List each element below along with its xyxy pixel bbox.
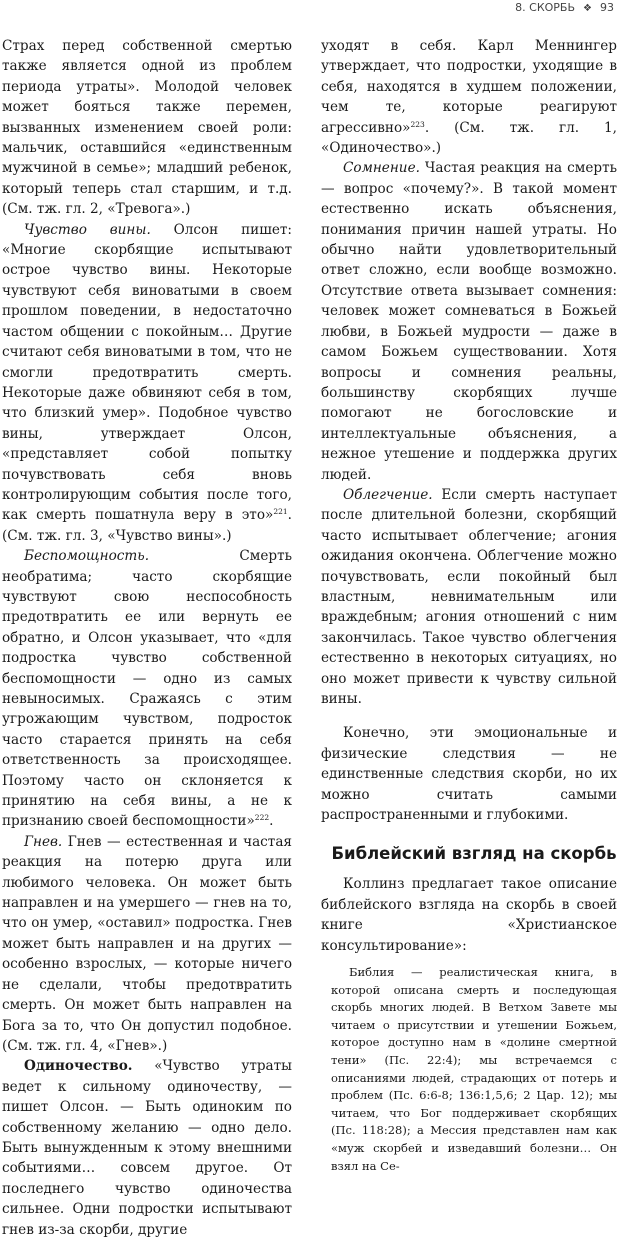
paragraph-doubt: Сомнение. Частая реакция на смерть — вопрос «почему?». В такой момент естественно искать объяснения, понимания причин нашей утраты. Но обычно найти удовлетворительный ответ сложно, если вообще возможно. Отсутствие ответа вызывает сомнения: человек может сомневаться в Божьей любви, в Божьей мудрости — даже в самом Божьем существовании. Хотя вопросы и сомнения реальны, большинству скорбящих лучше помогают не богословские и интеллектуальные объяснения, а нежное утешение и поддержка других людей. bbox=[321, 160, 617, 483]
page-number: 93 bbox=[600, 1, 614, 14]
paragraph-guilt: Чувство вины. Олсон пишет: «Многие скорбящие испытывают острое чувство вины. Некоторые чувствуют себя виноватыми в своем прошлом поведении, в недостаточно частом общении с покойным… Другие считают себя виноватыми в том, что не смогли предотвратить смерть. Некоторые даже обвиняют себя в том, что близкий умер». Подобное чувство вины, утверждает Олсон, «представляет собой попытку почувствовать себя вновь контролирующим события после того, как смерть пошатнула веру в это»$^{221}$. (См. тж. гл. 3, «Чувство вины».) bbox=[2, 221, 292, 544]
paragraph-loneliness: Одиночество. «Чувство утраты ведет к сильному одиночеству, — пишет Олсон. — Быть одиноким по собственному желанию — одно дело. Быть вынужденным к этому внешними событиями… совсем другое. От последнего чувство одиночества сильнее. Одни подростки испытывают гнев из-за скорби, другие bbox=[2, 1058, 292, 1238]
running-header bbox=[0, 0, 614, 22]
loneliness-heading: Одиночество. bbox=[24, 1058, 133, 1075]
chapter-title: 8. СКОРБЬ bbox=[515, 1, 576, 14]
footnote-ref: 223 bbox=[410, 119, 425, 129]
footnote-ref: 222 bbox=[254, 813, 270, 823]
paragraph-loneliness-cont: уходят в себя. Карл Меннингер утверждает, что подростки, уходящие в себя, находятся в худшем положении, чем те, которые реагируют агрессивно»$^{223}$. (См. тж. гл. 1, «Одиночество».) bbox=[321, 38, 617, 157]
diamond-separator-icon: ❖ bbox=[583, 3, 592, 14]
guilt-heading: Чувство вины. bbox=[24, 221, 151, 238]
block-quote bbox=[331, 964, 617, 1175]
paragraph-collins: Коллинз предлагает такое описание библейского взгляда на скорбь в своей книге «Христианское консультирование»: bbox=[321, 876, 617, 954]
right-column bbox=[321, 36, 617, 1175]
footnote-ref: 221 bbox=[273, 507, 288, 517]
paragraph-relief: Облегчение. Если смерть наступает после длительной болезни, скорбящий часто испытывает облегчение; агония ожидания окончена. Облегчение можно почувствовать, если покойный был властным, невнимательным или враждебным; агония отношений с ним закончилась. Такое чувство облегчения естественно в некоторых ситуациях, но оно может привести к чувству сильной вины. bbox=[321, 486, 617, 707]
anger-heading: Гнев. bbox=[24, 833, 63, 850]
paragraph-fear: Страх перед собственной смертью также является одной из проблем периода утраты». Молодой человек может бояться также перемен, вызванных изменением своей роли: мальчик, оставшийся «единственным мужчиной в семье»; младший ребенок, который теперь стал старшим, и т.д. (См. тж. гл. 2, «Тревога».) bbox=[2, 38, 292, 218]
relief-heading: Облегчение. bbox=[343, 486, 433, 503]
paragraph-helplessness: Беспомощность. Смерть необратима; часто скорбящие чувствуют свою неспособность предотвратить ее или вернуть ее обратно, и Олсон указывает, что «для подростка чувство собственной беспомощности — одно из самых невыносимых. Сражаясь с этим угрожающим чувством, подросток часто старается принять на себя ответственность за происходящее. Поэтому часто он склоняется к принятию на себя вины, а не к признанию своей беспомощности»$^{222}$. bbox=[2, 548, 292, 830]
helplessness-heading: Беспомощность. bbox=[24, 548, 150, 565]
doubt-heading: Сомнение. bbox=[343, 160, 420, 177]
paragraph-conclusion: Конечно, эти эмоциональные и физические следствия — не единственные следствия скорби, но их можно считать самыми распространенными и глубокими. bbox=[321, 725, 617, 824]
paragraph-anger: Гнев. Гнев — естественная и частая реакция на потерю друга или любимого человека. Он может быть направлен и на умершего — гнев на то, что он умер, «оставил» подростка. Гнев может быть направлен и на других — особенно взрослых, — которые ничего не сделали, чтобы предотвратить смерть. Он может быть направлен на Бога за то, что Он допустил подобное. (См. тж. гл. 4, «Гнев».) bbox=[2, 833, 292, 1054]
quote-text: Библия — реалистическая книга, в которой описана смерть и последующая скорбь многих людей. В Ветхом Завете мы читаем о присутствии и утешении Божьем, которое доступно нам в «долине смертной тени» (Пс. 22:4); мы встречаемся с описаниями людей, страдающих от потерь и проблем (Пс. 6:6-8; 136:1,5,6; 2 Цар. 12); мы читаем, что Бог поддерживает скорбящих (Пс. 118:28); а Мессия представлен нам как «муж скорбей и изведавший болезни… Он взял на Се- bbox=[331, 965, 617, 1173]
left-column bbox=[2, 36, 292, 1240]
section-heading: Библейский взгляд на скорбь bbox=[331, 844, 617, 864]
